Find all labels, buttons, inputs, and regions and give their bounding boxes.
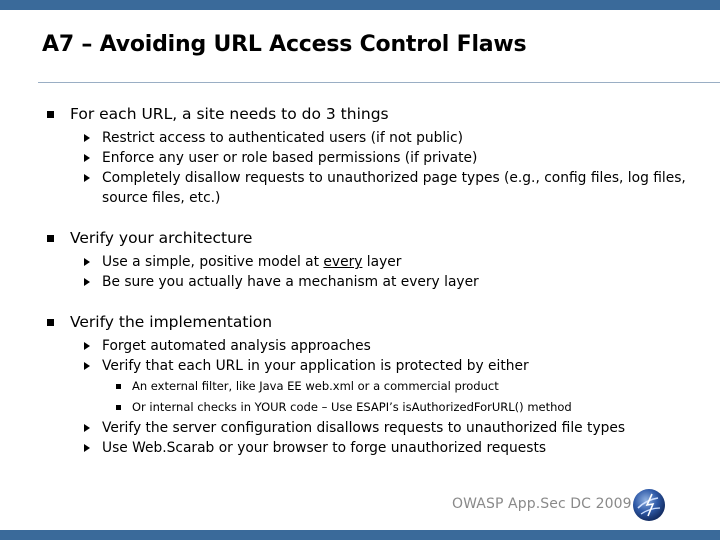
square-bullet-icon: [47, 111, 54, 118]
nested-item-text: An external filter, like Java EE web.xml or a commercial product: [132, 379, 499, 393]
triangle-bullet-icon: [84, 342, 90, 350]
list-item: [44, 252, 694, 272]
nested-list-item: [44, 397, 694, 418]
triangle-bullet-icon: [84, 174, 90, 182]
list-item: [44, 272, 694, 292]
triangle-bullet-icon: [84, 362, 90, 370]
slide-title: A7 – Avoiding URL Access Control Flaws: [42, 32, 527, 57]
square-bullet-icon: [47, 319, 54, 326]
triangle-bullet-icon: [84, 134, 90, 142]
list-item-text-after: layer: [362, 254, 402, 270]
sub-list: [44, 128, 694, 208]
list-item: [44, 128, 694, 148]
nested-list-item: [44, 376, 694, 397]
list-item: [44, 418, 694, 438]
section-heading-text: Verify the implementation: [70, 313, 273, 331]
footer-text: OWASP App.Sec DC 2009: [452, 496, 632, 512]
section-heading-text: For each URL, a site needs to do 3 things: [70, 105, 389, 123]
list-item-text: Enforce any user or role based permissions (if private): [102, 150, 478, 166]
section-heading-text: Verify your architecture: [70, 229, 253, 247]
list-item: [44, 148, 694, 168]
triangle-bullet-icon: [84, 278, 90, 286]
list-item-text: Verify that each URL in your application is protected by either: [102, 358, 529, 374]
nested-item-text: Or internal checks in YOUR code – Use ESAPI’s isAuthorizedForURL() method: [132, 400, 572, 414]
triangle-bullet-icon: [84, 258, 90, 266]
triangle-bullet-icon: [84, 444, 90, 452]
title-divider: [38, 82, 720, 83]
triangle-bullet-icon: [84, 424, 90, 432]
list-item-text: Use Web.Scarab or your browser to forge unauthorized requests: [102, 440, 547, 456]
list-item-text: Restrict access to authenticated users (if not public): [102, 130, 463, 146]
bottom-bar: [0, 530, 720, 540]
list-item-text-before: Use a simple, positive model at: [102, 254, 324, 270]
list-item: [44, 356, 694, 376]
small-square-bullet-icon: [116, 405, 121, 410]
section-verify-architecture: [44, 228, 694, 292]
underlined-word: every: [323, 254, 363, 270]
list-item: [44, 168, 694, 208]
list-item-text: Be sure you actually have a mechanism at every layer: [102, 274, 479, 290]
slide-content: [44, 104, 694, 478]
list-item-text: Completely disallow requests to unauthorized page types (e.g., config files, log files, source files, etc.): [102, 170, 686, 206]
owasp-globe-icon: [632, 488, 666, 522]
list-item: [44, 438, 694, 458]
section-heading: [44, 104, 694, 124]
list-item-text: Forget automated analysis approaches: [102, 338, 371, 354]
list-item: [44, 336, 694, 356]
sub-list: [44, 336, 694, 458]
square-bullet-icon: [47, 235, 54, 242]
top-bar: [0, 0, 720, 10]
section-heading: [44, 312, 694, 332]
section-verify-implementation: [44, 312, 694, 458]
sub-list: [44, 252, 694, 292]
section-url-requirements: [44, 104, 694, 208]
triangle-bullet-icon: [84, 154, 90, 162]
small-square-bullet-icon: [116, 384, 121, 389]
list-item-text: Verify the server configuration disallows requests to unauthorized file types: [102, 420, 626, 436]
section-heading: [44, 228, 694, 248]
